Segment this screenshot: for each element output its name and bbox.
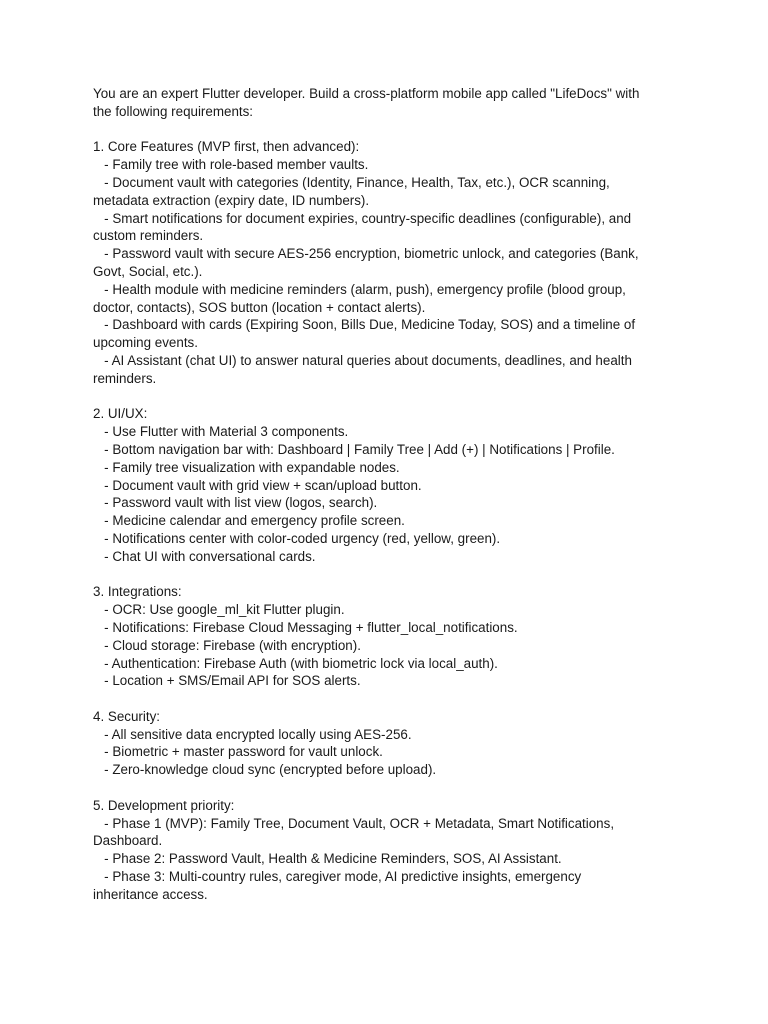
bullet-line: - AI Assistant (chat UI) to answer natural queries about documents, deadlines, and health [93,352,632,368]
requirements-section [93,708,693,779]
bullet-item [93,494,693,512]
bullet-line: - Cloud storage: Firebase (with encryption). [93,637,361,653]
bullet-line: - Smart notifications for document expiries, country-specific deadlines (configurable), and [93,210,632,226]
bullet-line: doctor, contacts), SOS button (location + contact alerts). [93,299,426,315]
bullet-line: - Document vault with categories (Identity, Finance, Health, Tax, etc.), OCR scanning, [93,174,610,190]
intro-line: the following requirements: [93,103,254,119]
bullet-line: reminders. [93,370,157,386]
intro-line: You are an expert Flutter developer. Build a cross-platform mobile app called "LifeDocs" with [93,86,640,101]
bullet-item [93,868,693,904]
bullet-line: - Phase 1 (MVP): Family Tree, Document Vault, OCR + Metadata, Smart Notifications, [93,815,615,831]
bullet-line: - Dashboard with cards (Expiring Soon, Bills Due, Medicine Today, SOS) and a timeline of [93,317,636,333]
bullet-line: - Chat UI with conversational cards. [93,548,316,564]
bullet-line: - All sensitive data encrypted locally using AES-256. [93,726,412,742]
bullet-line: - Notifications center with color-coded urgency (red, yellow, green). [93,530,501,546]
bullet-item [93,281,693,317]
bullet-line: - Location + SMS/Email API for SOS alerts. [93,673,361,689]
bullet-line: - Phase 3: Multi-country rules, caregiver mode, AI predictive insights, emergency [93,869,582,885]
bullet-line: - Bottom navigation bar with: Dashboard | Family Tree | Add (+) | Notifications | Profile. [93,441,615,457]
bullet-item [93,619,693,637]
section-heading: 1. Core Features (MVP first, then advanced): [93,139,360,155]
paragraph-gap [93,779,693,797]
bullet-line: upcoming events. [93,335,198,351]
bullet-line: custom reminders. [93,228,204,244]
bullet-item [93,210,693,246]
section-heading: 4. Security: [93,708,160,724]
paragraph-gap [93,121,693,139]
bullet-item [93,174,693,210]
bullet-line: - Authentication: Firebase Auth (with biometric lock via local_auth). [93,655,498,671]
bullet-line: Govt, Social, etc.). [93,263,203,279]
bullet-item [93,156,693,174]
bullet-item [93,316,693,352]
bullet-item [93,850,693,868]
bullet-line: metadata extraction (expiry date, ID numbers). [93,192,370,208]
intro-paragraph [93,85,693,121]
bullet-item [93,601,693,619]
bullet-line: inheritance access. [93,886,208,902]
requirements-section [93,797,693,904]
bullet-line: - Family tree with role-based member vaults. [93,157,369,173]
section-heading: 3. Integrations: [93,584,182,600]
bullet-item [93,761,693,779]
bullet-line: - Family tree visualization with expandable nodes. [93,459,400,475]
bullet-line: - Zero-knowledge cloud sync (encrypted before upload). [93,762,437,778]
bullet-item [93,548,693,566]
paragraph-gap [93,388,693,406]
bullet-line: - OCR: Use google_ml_kit Flutter plugin. [93,602,345,618]
requirements-section [93,405,693,565]
paragraph-gap [93,690,693,708]
bullet-item [93,743,693,761]
bullet-item [93,441,693,459]
bullet-item [93,672,693,690]
bullet-line: - Health module with medicine reminders (alarm, push), emergency profile (blood group, [93,281,626,297]
bullet-item [93,352,693,388]
bullet-item [93,815,693,851]
bullet-item [93,655,693,673]
bullet-line: - Password vault with secure AES-256 encryption, biometric unlock, and categories (Bank, [93,246,639,262]
bullet-line: - Notifications: Firebase Cloud Messaging + flutter_local_notifications. [93,619,518,635]
section-heading: 2. UI/UX: [93,406,148,422]
bullet-line: - Password vault with list view (logos, search). [93,495,378,511]
document-page [93,85,693,904]
paragraph-gap [93,566,693,584]
requirements-sections [93,138,693,903]
bullet-line: - Biometric + master password for vault unlock. [93,744,383,760]
section-heading: 5. Development priority: [93,797,235,813]
bullet-item [93,423,693,441]
bullet-item [93,459,693,477]
bullet-item [93,530,693,548]
requirements-section [93,583,693,690]
bullet-line: - Document vault with grid view + scan/upload button. [93,477,422,493]
bullet-line: Dashboard. [93,833,163,849]
bullet-line: - Medicine calendar and emergency profile screen. [93,513,405,529]
bullet-item [93,726,693,744]
bullet-item [93,637,693,655]
bullet-item [93,245,693,281]
requirements-section [93,138,693,387]
bullet-line: - Phase 2: Password Vault, Health & Medicine Reminders, SOS, AI Assistant. [93,851,562,867]
bullet-item [93,477,693,495]
bullet-item [93,512,693,530]
bullet-line: - Use Flutter with Material 3 components. [93,424,349,440]
